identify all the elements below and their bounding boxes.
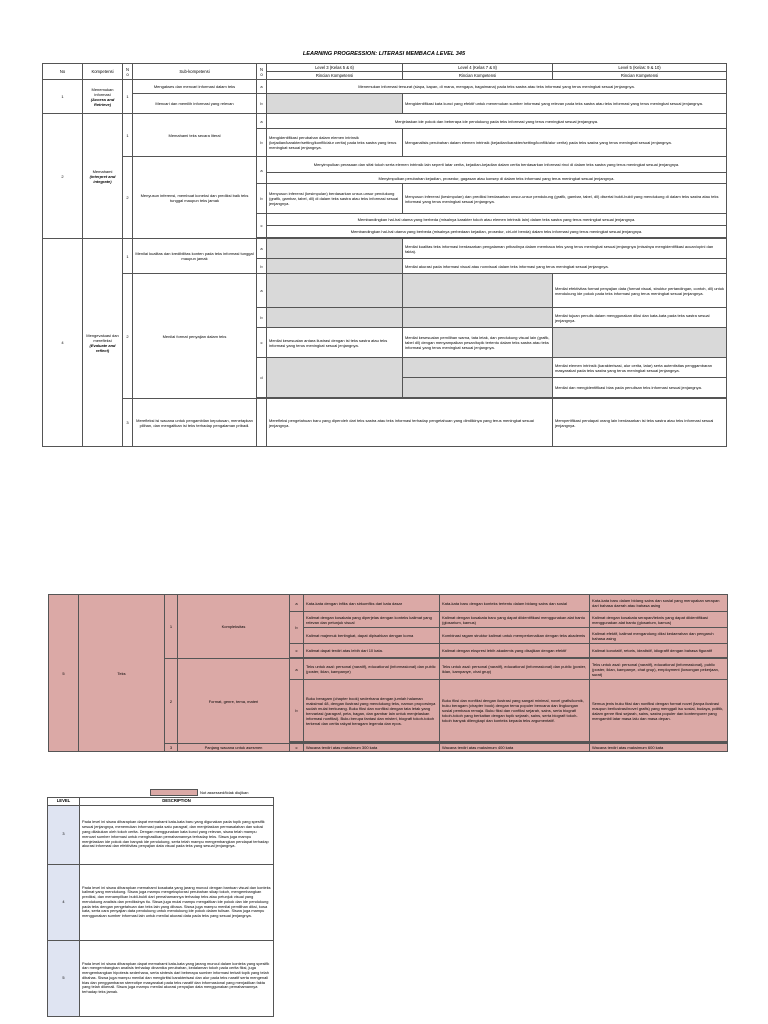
- k4-s1b: Menilai akurasi pada informasi visual atau nonvisual dalam teks informasi yang terus meningkat sesuai jenjangnya.: [403, 259, 727, 274]
- k2-s1b3: Mengidentifikasi perubahan dalam elemen intrinsik (kejadian/karakter/setting/konflik/alur cerita) pada teks sastra yang terus meningkat sesuai jenjangnya.: [267, 129, 403, 157]
- k4-s3: Merefleksi isi wacana untuk pengambilan keputusan, menetapkan pilihan, dan mengaitkan isi teks terhadap pengalaman pribadi.: [133, 399, 257, 447]
- header-kompetensi: Kompetensi: [83, 64, 123, 80]
- header-rincian-4: Rincian Kompetensi: [403, 72, 553, 80]
- k4-no: 4: [43, 239, 83, 447]
- k4-s1a: Menilai kualitas teks informasi berdasarkan pengalaman pribadinya dalam membaca teks yang terus meningkat sesuai jenjangnya (misalnya mengidentifikasi acuan/opini dan fakta).: [403, 239, 727, 259]
- legend-swatch: [150, 789, 198, 796]
- header-rincian-5: Rincian Kompetensi: [553, 72, 727, 80]
- k5-c3: Kalimat dapat terdiri atas lebih dari 10 kata.: [304, 644, 440, 658]
- k4-s3-5: Mempertifikasi pendapat orang lain berdasarkan isi teks sastra atau teks informasi sesuai jenjangnya.: [553, 399, 727, 447]
- k5-name: Teks: [79, 595, 165, 752]
- k4-s2d5a: Menilai elemen intrinsik (karakterisasi, alur cerita, latar) serta autentisitas penggambaran masyarakat pada teks sastra yang terus meningkat sesuai jenjangnya.: [553, 358, 727, 378]
- header-no: No: [43, 64, 83, 80]
- text-complexity-table: 5 Teks 1 Kompleksitas a Kata-kata dengan infiks dan sirkumfiks dari kata dasar Kata-kata baru dengan konteks tertentu dalam bidang sains dan sosial Kata-kata baru dalam bidang sains dan sosial yang merupakan serapan dari bahasa daerah atau bahasa asing b Kalimat dengan kosakata yang diperjelas dengan konteks kalimat yang relevan dan petunjuk visual Kalimat dengan kosakata baru yang dapat diidentifikasi menggunakan alat bantu (glosarium, kamus) Kalimat dengan kosakata serapan/teknis yang dapat diidentifikasi menggunakan alat bantu (glosarium, kamus) Kalimat majemuk bertingkat, dapat dipisahkan dengan koma Kombinasi ragam struktur kalimat untuk memperkenalkan dengan teks akademis Kalimat efektif, kalimat mengandung diksi kedaerahan dan pengaruh bahasa asing c Kalimat dapat terdiri atas lebih dari 10 kata. Kalimat dengan ekspresi lebih akademis yang disajikan dengan efektif Kalimat konotatif, retoris, idealistif, idiografif dengan bahasa figuratif 2 Format, genre, tema, materi a Teks untuk asal: personal (naratif), educational (informasional) dan public (poster, iklan, kampanye) Teks untuk asal: personal (naratif), educational (informasional) dan public (poster, iklan, kampanye, chat grup) Teks untuk asal: personal (naratif), educational (informasional), public (poster, iklan, kampanye, chat grup), employment (lowongan pekerjaan, surat) b Buku beragam (chapter book) sederhana dengan jumlah halaman maksimal 48, dengan ilustrasi yang mendukung teks, namun proporsinya sudah mulai berkurang. Buku fiksi dan nonfiksi dengan tata letak yang bervariasi (paragraf, peta, bagan, dan gambar lain untuk menjelaskan informasi nonfiksi). Buku berupa fantasi dan misteri, biografi tokoh-tokoh terkenal dan cerita rakyat beragam legenda dan epos. Buku fiksi dan nonfiksi dengan ilustrasi yang sangat minimal, novel grafis/komik, buku beragam (chapter book) dengan tema populer bencana dan lingkungan sosial pembaca remaja. Buku fiksi dan nonfiksi sejarah, sains, serta biografi tokoh-tokoh yang berkaitan dengan topik sejarah, sains, serta biografi tokoh-tokoh banyak dilengkapi dan konteks kepada teks argumentatif. Semua jenis buku fiksi dan nonfiksi dengan format novel (tanpa ilustrasi maupun berilustrasi/novel grafis) yang menggali isu sosial, budaya, politik, dalam genre fiksi sejarah, sains, sastra populer dan kontemporer yang mengambil latar masa lalu dan masa depan. 3 Panjang wacana untuk asesmen c Wacana terdiri atas maksimum 300 kata Wacana terdiri atas maksimum 400 kata Wacana terdiri atas maksimum 600 kata: [48, 594, 728, 752]
- header-rincian-3: Rincian Kompetensi: [267, 72, 403, 80]
- k5-s1: Kompleksitas: [178, 595, 290, 659]
- k4-name: Mengevaluasi dan merefleksi (Evaluate and reflect): [83, 239, 123, 447]
- k5-no: 5: [49, 595, 79, 752]
- desc-header-description: DESCRIPTION: [80, 798, 274, 806]
- k5-a4x: Teks untuk asal: personal (naratif), educational (informasional) dan public (poster, iklan, kampanye, chat grup): [440, 659, 590, 680]
- k5-b5x: Semua jenis buku fiksi dan nonfiksi dengan format novel (tanpa ilustrasi maupun berilustrasi/novel grafis) yang menggali isu sosial, budaya, politik, dalam genre fiksi sejarah, sains, sastra populer dan kontemporer yang mengambil latar masa lalu dan masa depan.: [590, 680, 728, 742]
- k2-s2: Menyusun inferensi, membuat koneksi dan prediksi baik teks tunggal maupun teks jamak: [133, 157, 257, 239]
- k2-s1b45: Menganalisis perubahan dalam elemen intrinsik (kejadian/karakter/setting/konflik/alur cerita) pada teks sastra yang terus meningkat sesuai jenjangnya.: [403, 129, 727, 157]
- k5-b4x: Buku fiksi dan nonfiksi dengan ilustrasi yang sangat minimal, novel grafis/komik, buku beragam (chapter book) dengan tema populer bencana dan lingkungan sosial pembaca remaja. Buku fiksi dan nonfiksi sejarah, sains, serta biografi tokoh-tokoh yang berkaitan dengan topik sejarah, sains, serta biografi tokoh-tokoh banyak dilengkapi dan konteks kepada teks argumentatif.: [440, 680, 590, 742]
- k1-s2: Mencari dan memilih informasi yang relevan: [133, 94, 257, 114]
- k5-b3b: Kalimat majemuk bertingkat, dapat dipisahkan dengan koma: [304, 628, 440, 644]
- k2-s1: Memahami teks secara literal: [133, 114, 257, 157]
- k1-s1a: Menemukan informasi tersurat (siapa, kapan, di mana, mengapa, bagaimana) pada teks sastra atau teks informasi yang terus meningkat sesuai jenjangnya.: [267, 80, 727, 94]
- k5-a5x: Teks untuk asal: personal (naratif), educational (informasional), public (poster, iklan, kampanye, chat grup), employment (lowongan pekerjaan, surat): [590, 659, 728, 680]
- k5-s2: Format, genre, tema, materi: [178, 659, 290, 744]
- k2-s2b45: Menyusun inferensi (kesimpulan) dan prediksi berdasarkan unsur-unsur pendukung (grafik, gambar, tabel, dll) disertai bukti-bukti yang mendukung di dalam teks sastra atau teks informasi yang terus meningkat sesuai jenjangnya.: [403, 184, 727, 214]
- k5-a3: Kata-kata dengan infiks dan sirkumfiks dari kata dasar: [304, 595, 440, 612]
- desc-level: 3: [48, 805, 80, 864]
- desc-level: 5: [48, 940, 80, 1016]
- k5-b4: Kalimat dengan kosakata baru yang dapat diidentifikasi menggunakan alat bantu (glosarium, kamus): [440, 612, 590, 628]
- k5-c4x: Wacana terdiri atas maksimum 400 kata: [440, 744, 590, 752]
- header-no2: No: [123, 64, 133, 80]
- k5-b3x: Buku beragam (chapter book) sederhana dengan jumlah halaman maksimal 48, dengan ilustrasi yang mendukung teks, namun proporsinya sudah mulai berkurang. Buku fiksi dan nonfiksi dengan tata letak yang bervariasi (paragraf, peta, bagan, dan gambar lain untuk menjelaskan informasi nonfiksi). Buku berupa fantasi dan misteri, biografi tokoh-tokoh terkenal dan cerita rakyat beragam legenda dan epos.: [304, 680, 440, 742]
- k5-a4: Kata-kata baru dengan konteks tertentu dalam bidang sains dan sosial: [440, 595, 590, 612]
- k5-b4b: Kombinasi ragam struktur kalimat untuk memperkenalkan dengan teks akademis: [440, 628, 590, 644]
- k5-a3x: Teks untuk asal: personal (naratif), educational (informasional) dan public (poster, iklan, kampanye): [304, 659, 440, 680]
- k4-s2a5: Menilai efektivitas format penyajian data (format visual, struktur pertandingan, contoh, dll) untuk mendukung ide pokok pada teks informasi yang terus meningkat sesuai jenjangnya.: [553, 274, 727, 308]
- desc-header-level: LEVEL: [48, 798, 80, 806]
- k4-s2b5: Menilai tujuan penulis dalam menggunakan diksi dan kata-kata pada teks sastra sesuai jenjangnya.: [553, 308, 727, 328]
- page-title: LEARNING PROGRESSION: LITERASI MEMBACA LEVEL 345: [302, 51, 466, 57]
- header-level5: Level 5 (Kelas: 9 & 10): [553, 64, 727, 72]
- k2-s1a: Menjelaskan ide pokok dan beberapa ide pendukung pada teks informasi yang terus meningkat sesuai jenjangnya.: [267, 114, 727, 129]
- k1-s2b: Mengidentifikasi kata kunci yang efektif untuk menemukan sumber informasi yang relevan pada teks sastra atau teks informasi yang terus meningkat sesuai jenjangnya.: [403, 94, 727, 114]
- k4-s2c4: Menilai kesesuaian pemilihan warna, tata letak, dan pendukung visual lain (grafik, tabel dll) dengan menyampaikan pesan/topik tertentu dalam teks sastra atau teks informasi yang terus meningkat sesuai jenjangnya.: [403, 328, 553, 358]
- desc-text: Pada level ini siswa diharapkan dapat memahami kata-kata baru yang digunakan pada topik yang spesifik sesuai jenjangnya, menemukan informasi pada satu paragraf, dan menjelaskan permasalahan dan solusi yang dilakukan oleh tokoh cerita. Dengan menggunakan kata kunci yang relevan, siswa telah mampu mencari sumber informasi untuk menghasilkan pemahamannya terhadap teks. Siswa juga mampu menjelaskan ide pokok dan banyak ide pendukung, serta telah mampu mengembangkan pendapat terhadap akurasi informasi dan efektivitas penyajian data visual pada teks yang sesuai jenjangnya.: [80, 805, 274, 864]
- header-level4: Level 4 (Kelas 7 & 8): [403, 64, 553, 72]
- k5-b5: Kalimat dengan kosakata serapan/teknis yang dapat diidentifikasi menggunakan alat bantu (glosarium, kamus): [590, 612, 728, 628]
- header-level3: Level 3 (Kelas 5 & 6): [267, 64, 403, 72]
- progression-table: No Kompetensi No Sub-kompetensi No Level 3 (Kelas 5 & 6) Level 4 (Kelas 7 & 8) Level 5 (Kelas: 9 & 10) Rincian Kompetensi Rincian Kompetensi Rincian Kompetensi 1 Menemukan informasi (Access and Retrieve) 1 Mengakses dan mencari informasi dalam teks a Menemukan informasi tersurat (siapa, kapan, di mana, mengapa, bagaimana) pada teks sastra atau teks informasi yang terus meningkat sesuai jenjangnya. Mencari dan memilih informasi yang relevan b Mengidentifikasi kata kunci yang efektif untuk menemukan sumber informasi yang relevan pada teks sastra atau teks informasi yang terus meningkat sesuai jenjangnya. 2 Memahami (interpret and integrate) 1 Memahami teks secara literal a Menjelaskan ide pokok dan beberapa ide pendukung pada teks informasi yang terus meningkat sesuai jenjangnya. b Mengidentifikasi perubahan dalam elemen intrinsik (kejadian/karakter/setting/konflik/alur cerita) pada teks sastra yang terus meningkat sesuai jenjangnya. Menganalisis perubahan dalam elemen intrinsik (kejadian/karakter/setting/konflik/alur cerita) pada teks sastra yang terus meningkat sesuai jenjangnya. 2 Menyusun inferensi, membuat koneksi dan prediksi baik teks tunggal maupun teks jamak a Menyimpulkan perasaan dan sifat tokoh serta elemen intrinsik lain seperti latar cerita, kejadian-kejadian dalam cerita berdasarkan informasi rinci di dalam teks sastra yang terus meningkat sesuai jenjangnya. Menyimpulkan perubahan kejadian, prosedur, gagasan atau konsep di dalam teks informasi yang terus meningkat sesuai jenjangnya. b Menyusun inferensi (kesimpulan) berdasarkan unsur-unsur pendukung (grafik, gambar, tabel, dll) di dalam teks sastra atau teks informasi sesuai jenjangnya. Menyusun inferensi (kesimpulan) dan prediksi berdasarkan unsur-unsur pendukung (grafik, gambar, tabel, dll) disertai bukti-bukti yang mendukung di dalam teks sastra atau teks informasi yang terus meningkat sesuai jenjangnya. c Membandingkan hal-hal utama yang berbeda (misalnya karakter tokoh atau elemen intrinsik lain) dalam teks sastra yang terus meningkat sesuai jenjangnya. Membandingkan hal-hal utama yang berbeda (misalnya perbedaan kejadian, prosedur, ciri-ciri benda) dalam teks informasi yang terus meningkat sesuai jenjangnya. 4 Mengevaluasi dan merefleksi (Evaluate and reflect) 1 Menilai kualitas dan kredibilitas konten pada teks informasi tunggal maupun jamak a Menilai kualitas teks informasi berdasarkan pengalaman pribadinya dalam membaca teks yang terus meningkat sesuai jenjangnya (misalnya mengidentifikasi acuan/opini dan fakta). b Menilai akurasi pada informasi visual atau nonvisual dalam teks informasi yang terus meningkat sesuai jenjangnya. 2 Menilai format penyajian dalam teks a Menilai efektivitas format penyajian data (format visual, struktur pertandingan, contoh, dll) untuk mendukung ide pokok pada teks informasi yang terus meningkat sesuai jenjangnya. b Menilai tujuan penulis dalam menggunakan diksi dan kata-kata pada teks sastra sesuai jenjangnya. c Menilai kesesuaian antara ilustrasi dengan isi teks sastra atau teks informasi yang terus meningkat sesuai jenjangnya. Menilai kesesuaian pemilihan warna, tata letak, dan pendukung visual lain (grafik, tabel dll) dengan menyampaikan pesan/topik tertentu dalam teks sastra atau teks informasi yang terus meningkat sesuai jenjangnya. d Menilai elemen intrinsik (karakterisasi, alur cerita, latar) serta autentisitas penggambaran masyarakat pada teks sastra yang terus meningkat sesuai jenjangnya. Menilai dan mengidentifikasi bias pada penulisan teks informasi sesuai jenjangnya. 3 Merefleksi isi wacana untuk pengambilan keputusan, menetapkan pilihan, dan mengaitkan isi teks terhadap pengalaman pribadi. Merefleksi pengetahuan baru yang diperoleh dari teks sastra atau teks informasi terhadap pengetahuan yang dimilikinya yang terus meningkat sesuai jenjangnya. Mempertifikasi pendapat orang lain berdasarkan isi teks sastra atau teks informasi sesuai jenjangnya.: [42, 63, 727, 447]
- k5-s3: Panjang wacana untuk asesmen: [178, 744, 290, 752]
- header-no3: No: [257, 64, 267, 80]
- desc-text: Pada level ini siswa diharapkan memahami kosakata yang jarang muncul dengan bantuan visual dan konteks kalimat yang mendukung. Siswa juga mampu mengeksplorasi perubahan sikap tokoh, mengembangkan prediksi, dan menampilkan bukti-bukti dari pemahamannya terhadap teks atau petunjuk visual yang mendukung analisis dan prediksinya itu. Siswa juga mulai mampu mengaitkan ide pokok dan ide pendukung pada teks dengan pengetahuan dan teks lain yang dibaca. Siswa juga mampu menilai pemilihan diksi, kosa kata, serta cara penyajian data pendukung untuk mendukung ide pokok dalam tulisan. Siswa juga mampu menggunakan sumber informasi lain untuk menilai akurasi data pada teks yang sesuai jenjangnya.: [80, 864, 274, 940]
- k4-s2d5b: Menilai dan mengidentifikasi bias pada penulisan teks informasi sesuai jenjangnya.: [553, 378, 727, 398]
- k5-a5: Kata-kata baru dalam bidang sains dan sosial yang merupakan serapan dari bahasa daerah atau bahasa asing: [590, 595, 728, 612]
- k4-s2: Menilai format penyajian dalam teks: [133, 274, 257, 399]
- level-description-table: [47, 797, 274, 1017]
- header-subkompetensi: Sub-kompetensi: [133, 64, 257, 80]
- k5-b5b: Kalimat efektif, kalimat mengandung diksi kedaerahan dan pengaruh bahasa asing: [590, 628, 728, 644]
- k1-sub-no: 1: [123, 80, 133, 114]
- desc-text: Pada level ini siswa diharapkan dapat memahami kata-kata yang jarang muncul dalam konteks yang spesifik dan mengembangkan analisis terhadap dinamika perubahan, kedalaman tokoh pada cerita fiksi, juga mengembangkan hipotesis sederhana, serta sintesis dari beberapa sumber informasi terkait topik yang telah dibahas. Siswa juga mampu menilai dan mengkritisi karakterisasi dan alur pada teks naratif serta mengenali bias dan penggambaran stereotipe masyarakat pada teks naratif dan informasional yang menjadikan fakta yang telah dikenali. Siswa juga mampu menilai akurasi penyajian data menggunakan pemahamannya terhadap teks jamak.: [80, 940, 274, 1016]
- k1-s1: Mengakses dan mencari informasi dalam teks: [133, 80, 257, 94]
- k5-c5: Kalimat konotatif, retoris, idealistif, idiografif dengan bahasa figuratif: [590, 644, 728, 658]
- legend-label: Not assessed/tidak diujikan: [200, 790, 249, 796]
- k5-c4: Kalimat dengan ekspresi lebih akademis yang disajikan dengan efektif: [440, 644, 590, 658]
- k1-name: Menemukan informasi (Access and Retrieve): [83, 80, 123, 114]
- k2-no: 2: [43, 114, 83, 239]
- k4-s3-34: Merefleksi pengetahuan baru yang diperoleh dari teks sastra atau teks informasi terhadap pengetahuan yang dimilikinya yang terus meningkat sesuai jenjangnya.: [267, 399, 553, 447]
- k1-no: 1: [43, 80, 83, 114]
- k2-s2a2: Menyimpulkan perubahan kejadian, prosedur, gagasan atau konsep di dalam teks informasi yang terus meningkat sesuai jenjangnya.: [267, 173, 727, 184]
- k2-name: Memahami (interpret and integrate): [83, 114, 123, 239]
- k2-s2a1: Menyimpulkan perasaan dan sifat tokoh serta elemen intrinsik lain seperti latar cerita, kejadian-kejadian dalam cerita berdasarkan informasi rinci di dalam teks sastra yang terus meningkat sesuai jenjangnya.: [267, 157, 727, 173]
- k2-s2c1: Membandingkan hal-hal utama yang berbeda (misalnya karakter tokoh atau elemen intrinsik lain) dalam teks sastra yang terus meningkat sesuai jenjangnya.: [267, 214, 727, 226]
- k5-c3x: Wacana terdiri atas maksimum 300 kata: [304, 744, 440, 752]
- k2-s2b3: Menyusun inferensi (kesimpulan) berdasarkan unsur-unsur pendukung (grafik, gambar, tabel, dll) di dalam teks sastra atau teks informasi sesuai jenjangnya.: [267, 184, 403, 214]
- k4-s2c3: Menilai kesesuaian antara ilustrasi dengan isi teks sastra atau teks informasi yang terus meningkat sesuai jenjangnya.: [267, 328, 403, 358]
- k2-s2c2: Membandingkan hal-hal utama yang berbeda (misalnya perbedaan kejadian, prosedur, ciri-ciri benda) dalam teks informasi yang terus meningkat sesuai jenjangnya.: [267, 226, 727, 238]
- desc-level: 4: [48, 864, 80, 940]
- k5-b3: Kalimat dengan kosakata yang diperjelas dengan konteks kalimat yang relevan dan petunjuk visual: [304, 612, 440, 628]
- k4-s1: Menilai kualitas dan kredibilitas konten pada teks informasi tunggal maupun jamak: [133, 239, 257, 274]
- na-cell: [267, 94, 403, 114]
- k5-c5x: Wacana terdiri atas maksimum 600 kata: [590, 744, 728, 752]
